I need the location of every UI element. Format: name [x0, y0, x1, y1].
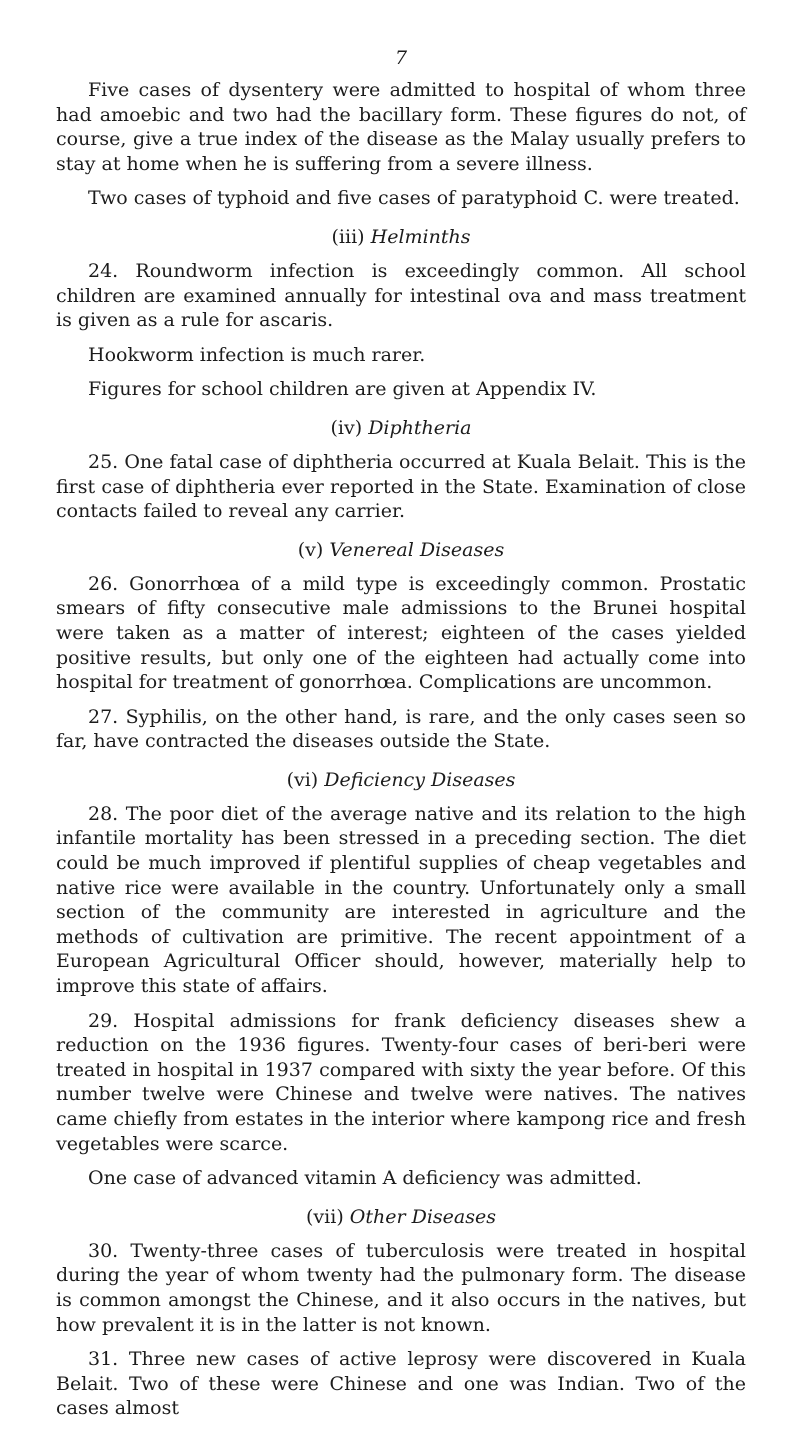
section-numeral: (v)	[297, 538, 324, 561]
section-numeral: (vi)	[286, 768, 319, 791]
section-numeral: (vii)	[306, 1205, 344, 1228]
page-number: 7	[394, 47, 408, 69]
paragraph: One case of advanced vitamin A deficiency was admitted.	[88, 1167, 642, 1190]
paragraph: 25. One fatal case of diphtheria occurred at Kuala Belait. This is the first case of diphtheria ever reported in the State. Examination of close contacts failed to reveal any carrier.	[56, 450, 746, 523]
section-numeral: (iii)	[331, 225, 365, 248]
paragraph: Figures for school children are given at Appendix IV.	[88, 378, 597, 401]
paragraph: 24. Roundworm infection is exceedingly common. All school children are examined annually for intestinal ova and mass treatment is given as a rule for ascaris.	[56, 259, 746, 332]
section-title: Other Diseases	[349, 1205, 496, 1228]
paragraph: Five cases of dysentery were admitted to hospital of whom three had amoebic and two had the bacillary form. These figures do not, of course, give a true index of the disease as the Malay usually prefers to stay at home when he is suffering from a severe illness.	[56, 79, 746, 175]
paragraph: 31. Three new cases of active leprosy were discovered in Kuala Belait. Two of these were Chinese and one was Indian. Two of the cases almost	[56, 1348, 746, 1420]
paragraph: 27. Syphilis, on the other hand, is rare, and the only cases seen so far, have contracted the diseases outside the State.	[56, 705, 746, 753]
paragraph: 29. Hospital admissions for frank deficiency diseases shew a reduction on the 1936 figures. Twenty-four cases of beri-beri were treated in hospital in 1937 compared with sixty the year before. Of this number twelve were Chinese and twelve were natives. The natives came chiefly from estates in the interior where kampong rice and fresh vegetables were scarce.	[56, 1009, 746, 1155]
section-heading	[56, 538, 746, 562]
section-title: Diphtheria	[368, 416, 472, 439]
paragraph: 28. The poor diet of the average native and its relation to the high infantile mortality has been stressed in a preceding section. The diet could be much improved if plentiful supplies of cheap vegetables and native rice were available in the country. Unfortunately only a small section of the community are interested in agriculture and the methods of cultivation are primitive. The recent appointment of a European Agricultural Officer should, however, materially help to improve this state of affairs.	[56, 802, 746, 998]
section-title: Deficiency Diseases	[324, 768, 516, 791]
paragraph: 30. Twenty-three cases of tuberculosis were treated in hospital during the year of whom twenty had the pulmonary form. The disease is common amongst the Chinese, and it also occurs in the natives, but how prevalent it is in the latter is not known.	[56, 1239, 746, 1336]
section-numeral: (iv)	[330, 416, 363, 439]
section-heading	[56, 225, 746, 249]
paragraph: Two cases of typhoid and five cases of paratyphoid C. were treated.	[88, 187, 740, 210]
paragraph: 26. Gonorrhœa of a mild type is exceedingly common. Prostatic smears of fifty consecutive male admissions to the Brunei hospital were taken as a matter of interest; eighteen of the cases yielded positive results, but only one of the eighteen had actually come into hospital for treatment of gonorrhœa. Complications are uncommon.	[56, 572, 746, 694]
section-heading	[56, 1205, 746, 1229]
section-heading	[56, 416, 746, 440]
document-body	[56, 78, 746, 1421]
paragraph: Hookworm infection is much rarer.	[88, 343, 426, 366]
section-title: Venereal Diseases	[329, 538, 505, 561]
section-heading	[56, 768, 746, 792]
section-title: Helminths	[370, 225, 471, 248]
